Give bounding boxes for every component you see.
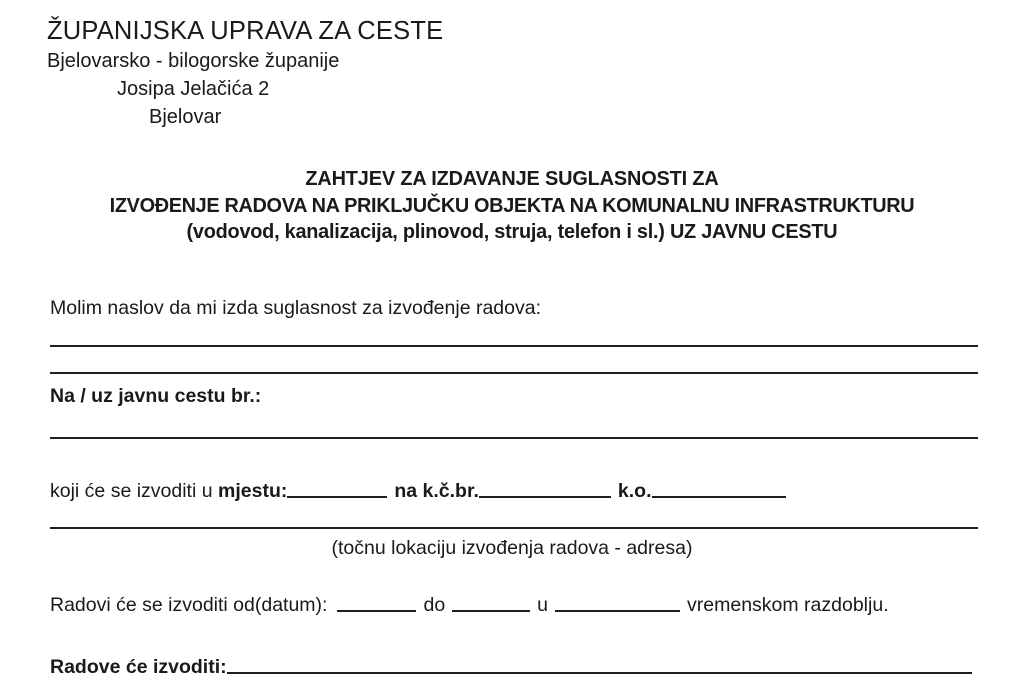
location-place-input[interactable] [287,478,387,498]
location-prefix-text: koji će se izvoditi u [50,479,218,502]
road-number-label: Na / uz javnu cestu br.: [50,385,262,407]
contractor-input[interactable] [227,654,972,674]
organization-street: Josipa Jelačića 2 [117,78,270,100]
contractor-line [50,654,972,679]
dates-to-label: do [423,593,446,616]
location-parcel-input[interactable] [479,478,611,498]
organization-county: Bjelovarsko - bilogorske županije [47,50,340,72]
date-period-input[interactable] [555,592,680,612]
request-answer-line-2[interactable] [50,372,978,374]
location-cadastre-input[interactable] [652,478,786,498]
organization-name: ŽUPANIJSKA UPRAVA ZA CESTE [47,17,444,45]
date-to-input[interactable] [452,592,530,612]
dates-in-label: u [537,593,549,616]
location-line [50,478,786,503]
road-number-answer-line[interactable] [50,437,978,439]
location-cadastre-label: k.o. [617,479,652,502]
location-place-label: mjestu: [218,479,288,502]
document-title-line-3: (vodovod, kanalizacija, plinovod, struja, telefon i sl.) UZ JAVNU CESTU [186,220,838,243]
organization-city: Bjelovar [149,106,222,128]
location-answer-line[interactable] [50,527,978,529]
location-caption: (točnu lokaciju izvođenja radova - adresa) [331,537,693,559]
request-intro-text: Molim naslov da mi izda suglasnost za izvođenje radova: [50,297,541,319]
document-title [0,166,1024,246]
contractor-label: Radove će izvoditi: [50,655,227,678]
dates-line [50,592,889,617]
dates-suffix-text: vremenskom razdoblju. [687,593,889,616]
dates-prefix-text: Radovi će se izvoditi od(datum): [50,593,328,616]
location-parcel-label: na k.č.br. [394,479,479,502]
document-title-line-1: ZAHTJEV ZA IZDAVANJE SUGLASNOSTI ZA [305,167,719,190]
organization-header [47,16,977,131]
request-answer-line-1[interactable] [50,345,978,347]
document-title-line-2: IZVOĐENJE RADOVA NA PRIKLJUČKU OBJEKTA NA KOMUNALNU INFRASTRUKTURU [109,193,915,217]
date-from-input[interactable] [337,592,416,612]
